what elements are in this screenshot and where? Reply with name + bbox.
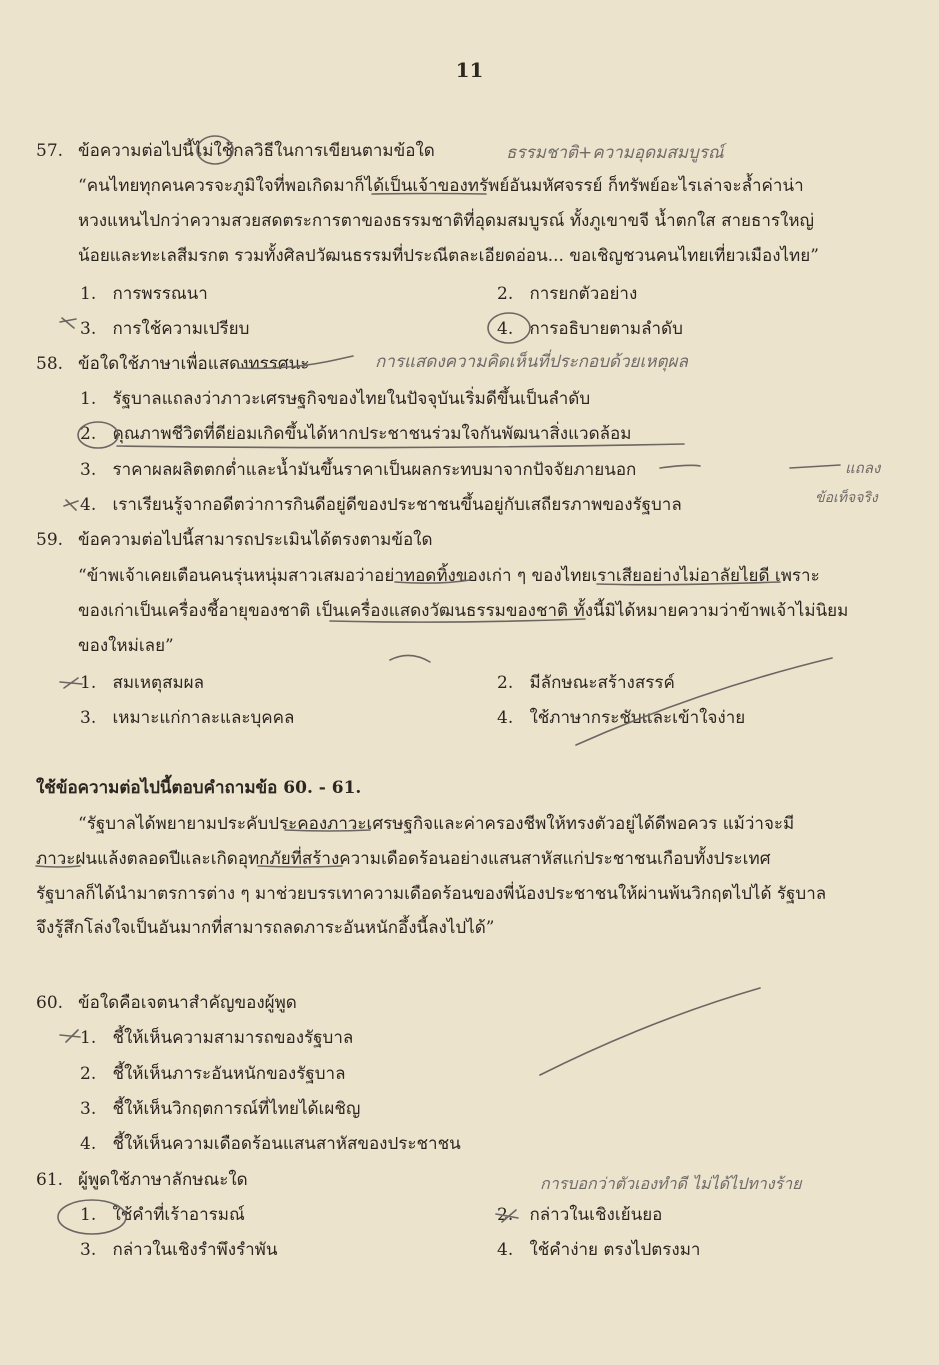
passage-59-line-2: ของเก่าเป็นเครื่องชี้อายุของชาติ เป็นเครื่องแสดงวัฒนธรรมของชาติ ทั้งนี้มิได้หมายความว่าข้าพเจ้าไม่นิยม xyxy=(78,601,849,621)
choice-59-4: 4. ใช้ภาษากระชับและเข้าใจง่าย xyxy=(497,708,746,728)
passage-59-line-3: ของใหม่เลย” xyxy=(78,636,174,656)
choice-59-1: 1. สมเหตุสมผล xyxy=(80,673,205,693)
shared-passage-line-1: “รัฐบาลได้พยายามประคับประคองภาวะเศรษฐกิจและค่าครองชีพให้ทรงตัวอยู่ได้ดีพอควร แม้ว่าจะมี xyxy=(78,814,795,834)
cross-mark-58-4 xyxy=(64,500,78,510)
question-61-number: 61. xyxy=(36,1170,64,1190)
choice-60-3: 3. ชี้ให้เห็นวิกฤตการณ์ที่ไทยได้เผชิญ xyxy=(80,1099,361,1119)
long-stroke-60 xyxy=(540,988,760,1075)
shared-passage-line-2: ภาวะฝนแล้งตลอดปีและเกิดอุทกภัยที่สร้างความเดือดร้อนอย่างแสนสาหัสแก่ประชาชนเกือบทั้งประเทศ xyxy=(36,849,771,869)
handwritten-note-58: การแสดงความคิดเห็นที่ประกอบด้วยเหตุผล xyxy=(375,352,688,372)
choice-58-1: 1. รัฐบาลแถลงว่าภาวะเศรษฐกิจของไทยในปัจจุบันเริ่มดีขึ้นเป็นลำดับ xyxy=(80,389,591,409)
question-58-number: 58. xyxy=(36,354,64,374)
page-number: 11 xyxy=(455,58,484,82)
dash-choice-58-3 xyxy=(660,465,700,468)
choice-59-3: 3. เหมาะแก่กาละและบุคคล xyxy=(80,708,295,728)
question-60-number: 60. xyxy=(36,993,64,1013)
cross-mark-59-1 xyxy=(60,678,82,688)
dash-side-note xyxy=(790,465,840,468)
handwritten-side-note-2: ข้อเท็จจริง xyxy=(815,490,878,506)
choice-61-2: 2. กล่าวในเชิงเย้นยอ xyxy=(497,1205,663,1225)
choice-61-1: 1. ใช้คำที่เร้าอารมณ์ xyxy=(80,1205,245,1225)
choice-57-4: 4. การอธิบายตามลำดับ xyxy=(497,319,683,339)
choice-58-2: 2. คุณภาพชีวิตที่ดีย่อมเกิดขึ้นได้หากประชาชนร่วมใจกันพัฒนาสิ่งแวดล้อม xyxy=(80,424,632,444)
handwritten-note-57: ธรรมชาติ+ความอุดมสมบูรณ์ xyxy=(506,143,724,163)
choice-60-2: 2. ชี้ให้เห็นภาระอันหนักของรัฐบาล xyxy=(80,1064,346,1084)
question-61-stem: ผู้พูดใช้ภาษาลักษณะใด xyxy=(78,1170,248,1190)
cross-mark-60-1 xyxy=(60,1030,80,1042)
shared-passage-line-4: จึงรู้สึกโล่งใจเป็นอันมากที่สามารถลดภาระอันหนักอึ้งนี้ลงไปได้” xyxy=(36,918,495,938)
passage-59-line-1: “ข้าพเจ้าเคยเตือนคนรุ่นหนุ่มสาวเสมอว่าอย่าทอดทิ้งของเก่า ๆ ของไทยเราเสียอย่างไม่อาลัยไยดี เพราะ xyxy=(78,566,820,586)
cross-mark-57-3 xyxy=(60,318,76,328)
choice-61-3: 3. กล่าวในเชิงรำพึงรำพัน xyxy=(80,1240,278,1260)
shared-passage-line-3: รัฐบาลก็ได้นำมาตรการต่าง ๆ มาช่วยบรรเทาความเดือดร้อนของพี่น้องประชาชนให้ผ่านพ้นวิกฤตไปได้ รัฐบาล xyxy=(36,884,827,904)
instruction-60-61: ใช้ข้อความต่อไปนี้ตอบคำถามข้อ 60. - 61. xyxy=(36,778,362,798)
choice-58-4: 4. เราเรียนรู้จากอดีตว่าการกินดีอยู่ดีของประชาชนขึ้นอยู่กับเสถียรภาพของรัฐบาล xyxy=(80,495,682,515)
choice-57-1: 1. การพรรณนา xyxy=(80,284,208,304)
passage-57-line-3: น้อยและทะเลสีมรกต รวมทั้งศิลปวัฒนธรรมที่ประณีตละเอียดอ่อน... ขอเชิญชวนคนไทยเที่ยวเมืองไทย” xyxy=(78,246,819,266)
question-57-stem: ข้อความต่อไปนี้ไม่ใช้กลวิธีในการเขียนตามข้อใด xyxy=(78,141,435,161)
question-57-number: 57. xyxy=(36,141,64,161)
question-58-stem: ข้อใดใช้ภาษาเพื่อแสดงทรรศนะ xyxy=(78,354,310,374)
choice-57-2: 2. การยกตัวอย่าง xyxy=(497,284,638,304)
question-60-stem: ข้อใดคือเจตนาสำคัญของผู้พูด xyxy=(78,993,297,1013)
question-59-stem: ข้อความต่อไปนี้สามารถประเมินได้ตรงตามข้อใด xyxy=(78,530,433,550)
choice-60-4: 4. ชี้ให้เห็นความเดือดร้อนแสนสาหัสของประชาชน xyxy=(80,1134,461,1154)
choice-59-2: 2. มีลักษณะสร้างสรรค์ xyxy=(497,673,675,693)
choice-61-4: 4. ใช้คำง่าย ตรงไปตรงมา xyxy=(497,1240,701,1260)
handwritten-side-note-1: แถลง xyxy=(845,459,881,477)
scribble-59 xyxy=(390,655,430,662)
passage-57-line-2: หวงแหนไปกว่าความสวยสดตระการตาของธรรมชาติที่อุดมสมบูรณ์ ทั้งภูเขาขจี น้ำตกใส สายธารใหญ่ xyxy=(78,211,815,231)
choice-57-3: 3. การใช้ความเปรียบ xyxy=(80,319,250,339)
passage-57-line-1: “คนไทยทุกคนควรจะภูมิใจที่พอเกิดมาก็ได้เป็นเจ้าของทรัพย์อันมหัศจรรย์ ก็ทรัพย์อะไรเล่าจะล้ำค่าน่า xyxy=(78,176,804,196)
handwritten-note-61: การบอกว่าตัวเองทำดี ไม่ได้ไปทางร้าย xyxy=(540,1174,802,1193)
question-59-number: 59. xyxy=(36,530,64,550)
choice-60-1: 1. ชี้ให้เห็นความสามารถของรัฐบาล xyxy=(80,1028,354,1048)
choice-58-3: 3. ราคาผลผลิตตกต่ำและน้ำมันขึ้นราคาเป็นผลกระทบมาจากปัจจัยภายนอก xyxy=(80,460,637,480)
